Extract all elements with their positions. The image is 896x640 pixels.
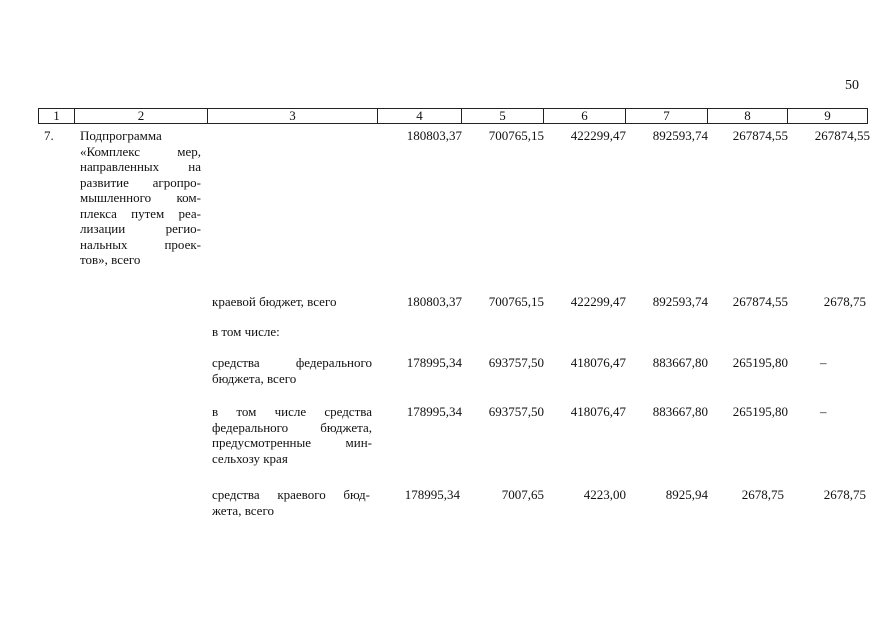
value-col-5: 693757,50 [488, 355, 544, 370]
header-cell-8: 8 [708, 108, 788, 124]
value-col-7: 8925,94 [665, 487, 708, 502]
subprogram-name [80, 128, 201, 268]
header-cell-7: 7 [626, 108, 708, 124]
value-col-7: 892593,74 [652, 294, 708, 309]
value-col-9: – [820, 404, 827, 419]
subprogram-name-line: мышленного ком- [80, 190, 201, 205]
header-cell-5: 5 [462, 108, 544, 124]
subprogram-name-line: направленных на [80, 159, 201, 174]
value-col-8: 265195,80 [732, 404, 788, 419]
value-col-7: 883667,80 [652, 355, 708, 370]
subprogram-name-line: развитие агропро- [80, 174, 201, 190]
value-col-6: 422299,47 [570, 294, 626, 309]
funding-source-line: в том числе средства [212, 404, 372, 419]
value-col-6: 418076,47 [570, 404, 626, 419]
funding-source-line: средства федерального [212, 355, 372, 370]
funding-source-line: средства краевого бюд- [212, 487, 370, 502]
header-cell-4: 4 [378, 108, 462, 124]
header-cell-9: 9 [788, 108, 868, 124]
value-col-9: 2678,75 [823, 487, 866, 502]
header-cell-6: 6 [544, 108, 626, 124]
value-col-4: 178995,34 [404, 487, 460, 502]
value-col-5: 7007,65 [501, 487, 544, 502]
value-col-7: 892593,74 [652, 128, 708, 143]
subprogram-name-line: лизации регио- [80, 221, 201, 236]
subprogram-name-line: «Комплекс мер, [80, 143, 201, 159]
funding-source [212, 487, 370, 518]
funding-source-line: жета, всего [212, 502, 274, 518]
value-col-8: 267874,55 [732, 128, 788, 143]
value-col-4: 178995,34 [406, 404, 462, 419]
value-col-4: 180803,37 [406, 128, 462, 143]
value-col-6: 422299,47 [570, 128, 626, 143]
header-cell-1: 1 [38, 108, 75, 124]
funding-source [212, 404, 372, 466]
value-col-4: 180803,37 [406, 294, 462, 309]
funding-source-line: сельхозу края [212, 450, 288, 466]
subprogram-name-line: тов», всего [80, 252, 141, 267]
funding-source [212, 355, 372, 386]
value-col-6: 418076,47 [570, 355, 626, 370]
header-cell-3: 3 [208, 108, 378, 124]
funding-source-line: в том числе: [212, 324, 280, 339]
funding-source [212, 294, 374, 310]
funding-source-line: федерального бюджета, [212, 419, 372, 435]
funding-source-line: бюджета, всего [212, 370, 297, 386]
value-col-8: 265195,80 [732, 355, 788, 370]
value-col-8: 267874,55 [732, 294, 788, 309]
funding-source [212, 324, 374, 340]
value-col-4: 178995,34 [406, 355, 462, 370]
value-col-6: 4223,00 [583, 487, 626, 502]
value-col-5: 700765,15 [488, 294, 544, 309]
page-number: 50 [845, 78, 859, 93]
subprogram-name-line: нальных проек- [80, 236, 201, 252]
value-col-9: 2678,75 [823, 294, 866, 309]
funding-source-line: предусмотренные мин- [212, 435, 372, 450]
value-col-9: – [820, 355, 827, 370]
value-col-9: 267874,55 [814, 128, 870, 143]
row-number: 7. [44, 128, 54, 143]
value-col-5: 693757,50 [488, 404, 544, 419]
subprogram-name-line: Подпрограмма [80, 128, 162, 143]
value-col-5: 700765,15 [488, 128, 544, 143]
value-col-8: 2678,75 [741, 487, 784, 502]
subprogram-name-line: плекса путем реа- [80, 205, 201, 221]
header-cell-2: 2 [75, 108, 208, 124]
funding-source-line: краевой бюджет, всего [212, 294, 337, 309]
value-col-7: 883667,80 [652, 404, 708, 419]
